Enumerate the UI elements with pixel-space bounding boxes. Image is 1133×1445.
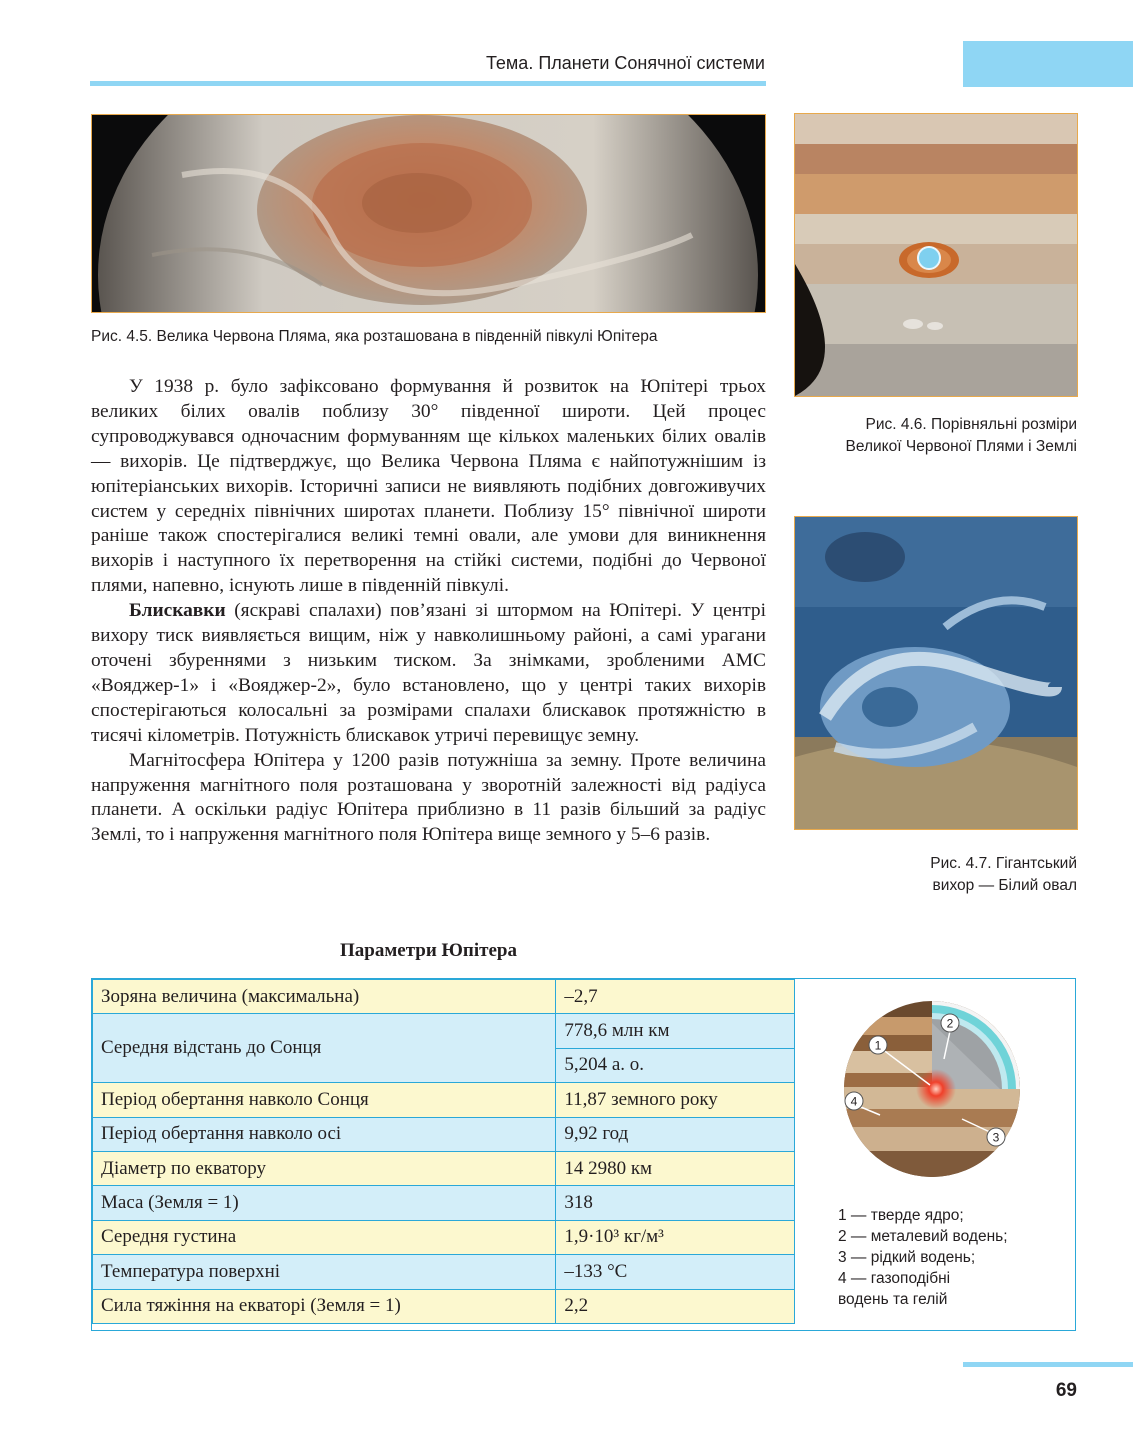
figure-4-6-caption-line1: Рис. 4.6. Порівняльні розміри: [865, 416, 1077, 433]
table-cell-value: 14 2980 км: [556, 1151, 795, 1185]
table-row: [93, 1289, 795, 1323]
table-cell-value: –2,7: [556, 980, 795, 1014]
table-row: [93, 1186, 795, 1220]
legend-item: 4 — газоподібні: [838, 1270, 951, 1287]
table-cell-value: 318: [556, 1186, 795, 1220]
table-row: [93, 1255, 795, 1289]
diagram-legend: [838, 1205, 1073, 1310]
table-row: [93, 980, 795, 1014]
figure-4-6-caption-line2: Великої Червоної Плями і Землі: [845, 438, 1077, 455]
table-title: Параметри Юпітера: [339, 940, 517, 961]
paragraph-1: У 1938 р. було зафіксовано формування й розвиток на Юпітері трьох великих білих овалів поблизу 30° південної широти. Цей процес супроводжувався одночасним формуванням ще кількох маленьких білих овалів — вихорів. Це підтверджує, що Велика Червона Пляма є найпотужнішим із юпітеріанських вихорів. Історичні записи не виявляють подібних довгоживучих систем у середніх північних широтах планети. Поблизу 15° північної широти раніше також спостерігалися великі темні овали, але умови для виникнення вихорів і наступного їх перетворення на стійкі системи, подібні до Червоної плями, напевно, існують лише в південній півкулі.: [91, 376, 766, 597]
jupiter-parameters-table: [92, 979, 795, 1324]
table-cell-value: 11,87 земного року: [556, 1083, 795, 1117]
running-header: Тема. Планети Сонячної системи: [485, 53, 765, 73]
marker-4: 4: [850, 1094, 858, 1109]
legend-item: 3 — рідкий водень;: [838, 1249, 976, 1266]
red-spot-earth-comparison-photo: [794, 113, 1078, 397]
table-cell-value: –133 °С: [556, 1255, 795, 1289]
white-oval-vortex-photo: [794, 516, 1078, 830]
figure-4-7-caption-line1: Рис. 4.7. Гігантський: [930, 855, 1077, 872]
paragraph-2: [91, 599, 766, 748]
term-lightning: Блискавки: [129, 600, 226, 622]
table-row: [93, 1117, 795, 1151]
table-cell-value: 778,6 млн км: [556, 1014, 795, 1048]
table-cell-label: Маса (Земля = 1): [93, 1186, 556, 1220]
header-tab: [963, 41, 1133, 87]
table-cell-label: Сила тяжіння на екваторі (Земля = 1): [93, 1289, 556, 1323]
paragraph-2-text: (яскраві спалахи) пов’язані зі штормом на Юпітері. У центрі вихору тиск виявляється вищим, ніж у навколишньому районі, а самі урагани оточені збуреннями з низьким тиском. За знімками, зробленими АМС «Вояджер-1» і «Вояджер-2», було встановлено, що у центрі таких вихорів спостерігаються колосальні за розмірами спалахи блискавок протяжністю в тисячі кілометрів. Потужність блискавок утричі перевищує земну.: [91, 600, 766, 746]
header-rule: [90, 81, 766, 86]
figure-4-7-caption-line2: вихор — Білий овал: [932, 877, 1077, 894]
great-red-spot-photo: [91, 114, 766, 313]
table-cell-label: Середня відстань до Сонця: [93, 1014, 556, 1083]
legend-item: 2 — металевий водень;: [838, 1228, 1008, 1245]
table-cell-label: Період обертання навколо осі: [93, 1117, 556, 1151]
table-cell-label: Зоряна величина (максимальна): [93, 980, 556, 1014]
marker-1: 1: [874, 1038, 882, 1053]
main-text: [91, 375, 766, 848]
marker-3: 3: [992, 1130, 1000, 1145]
table-cell-label: Період обертання навколо Сонця: [93, 1083, 556, 1117]
table-cell-label: Температура поверхні: [93, 1255, 556, 1289]
table-cell-value: 9,92 год: [556, 1117, 795, 1151]
table-cell-value: 1,9·10³ кг/м³: [556, 1220, 795, 1254]
figure-4-5-caption: Рис. 4.5. Велика Червона Пляма, яка розташована в південній півкулі Юпітера: [91, 328, 658, 345]
figure-4-7-caption: [794, 853, 1077, 897]
table-row: [93, 1083, 795, 1117]
page-number: 69: [1055, 1380, 1077, 1401]
table-cell-value: 2,2: [556, 1289, 795, 1323]
table-row: [93, 1220, 795, 1254]
table-cell-label: Середня густина: [93, 1220, 556, 1254]
figure-4-6-caption: [794, 414, 1077, 458]
legend-item: 1 — тверде ядро;: [838, 1207, 964, 1224]
footer-rule: [963, 1362, 1133, 1367]
table-cell-value: 5,204 а. о.: [556, 1048, 795, 1082]
table-cell-label: Діаметр по екватору: [93, 1151, 556, 1185]
legend-item: водень та гелій: [838, 1291, 948, 1308]
paragraph-3: Магнітосфера Юпітера у 1200 разів потужніша за земну. Проте величина напруження магнітного поля розташована у зворотній залежності від радіуса планети. А оскільки радіус Юпітера приблизно в 11 разів більший за радіус Землі, то і напруження магнітного поля Юпітера вище земного у 5–6 разів.: [91, 749, 766, 846]
table-row: [93, 1151, 795, 1185]
jupiter-interior-diagram: [832, 997, 1022, 1177]
table-row: [93, 1014, 795, 1048]
marker-2: 2: [946, 1016, 954, 1031]
